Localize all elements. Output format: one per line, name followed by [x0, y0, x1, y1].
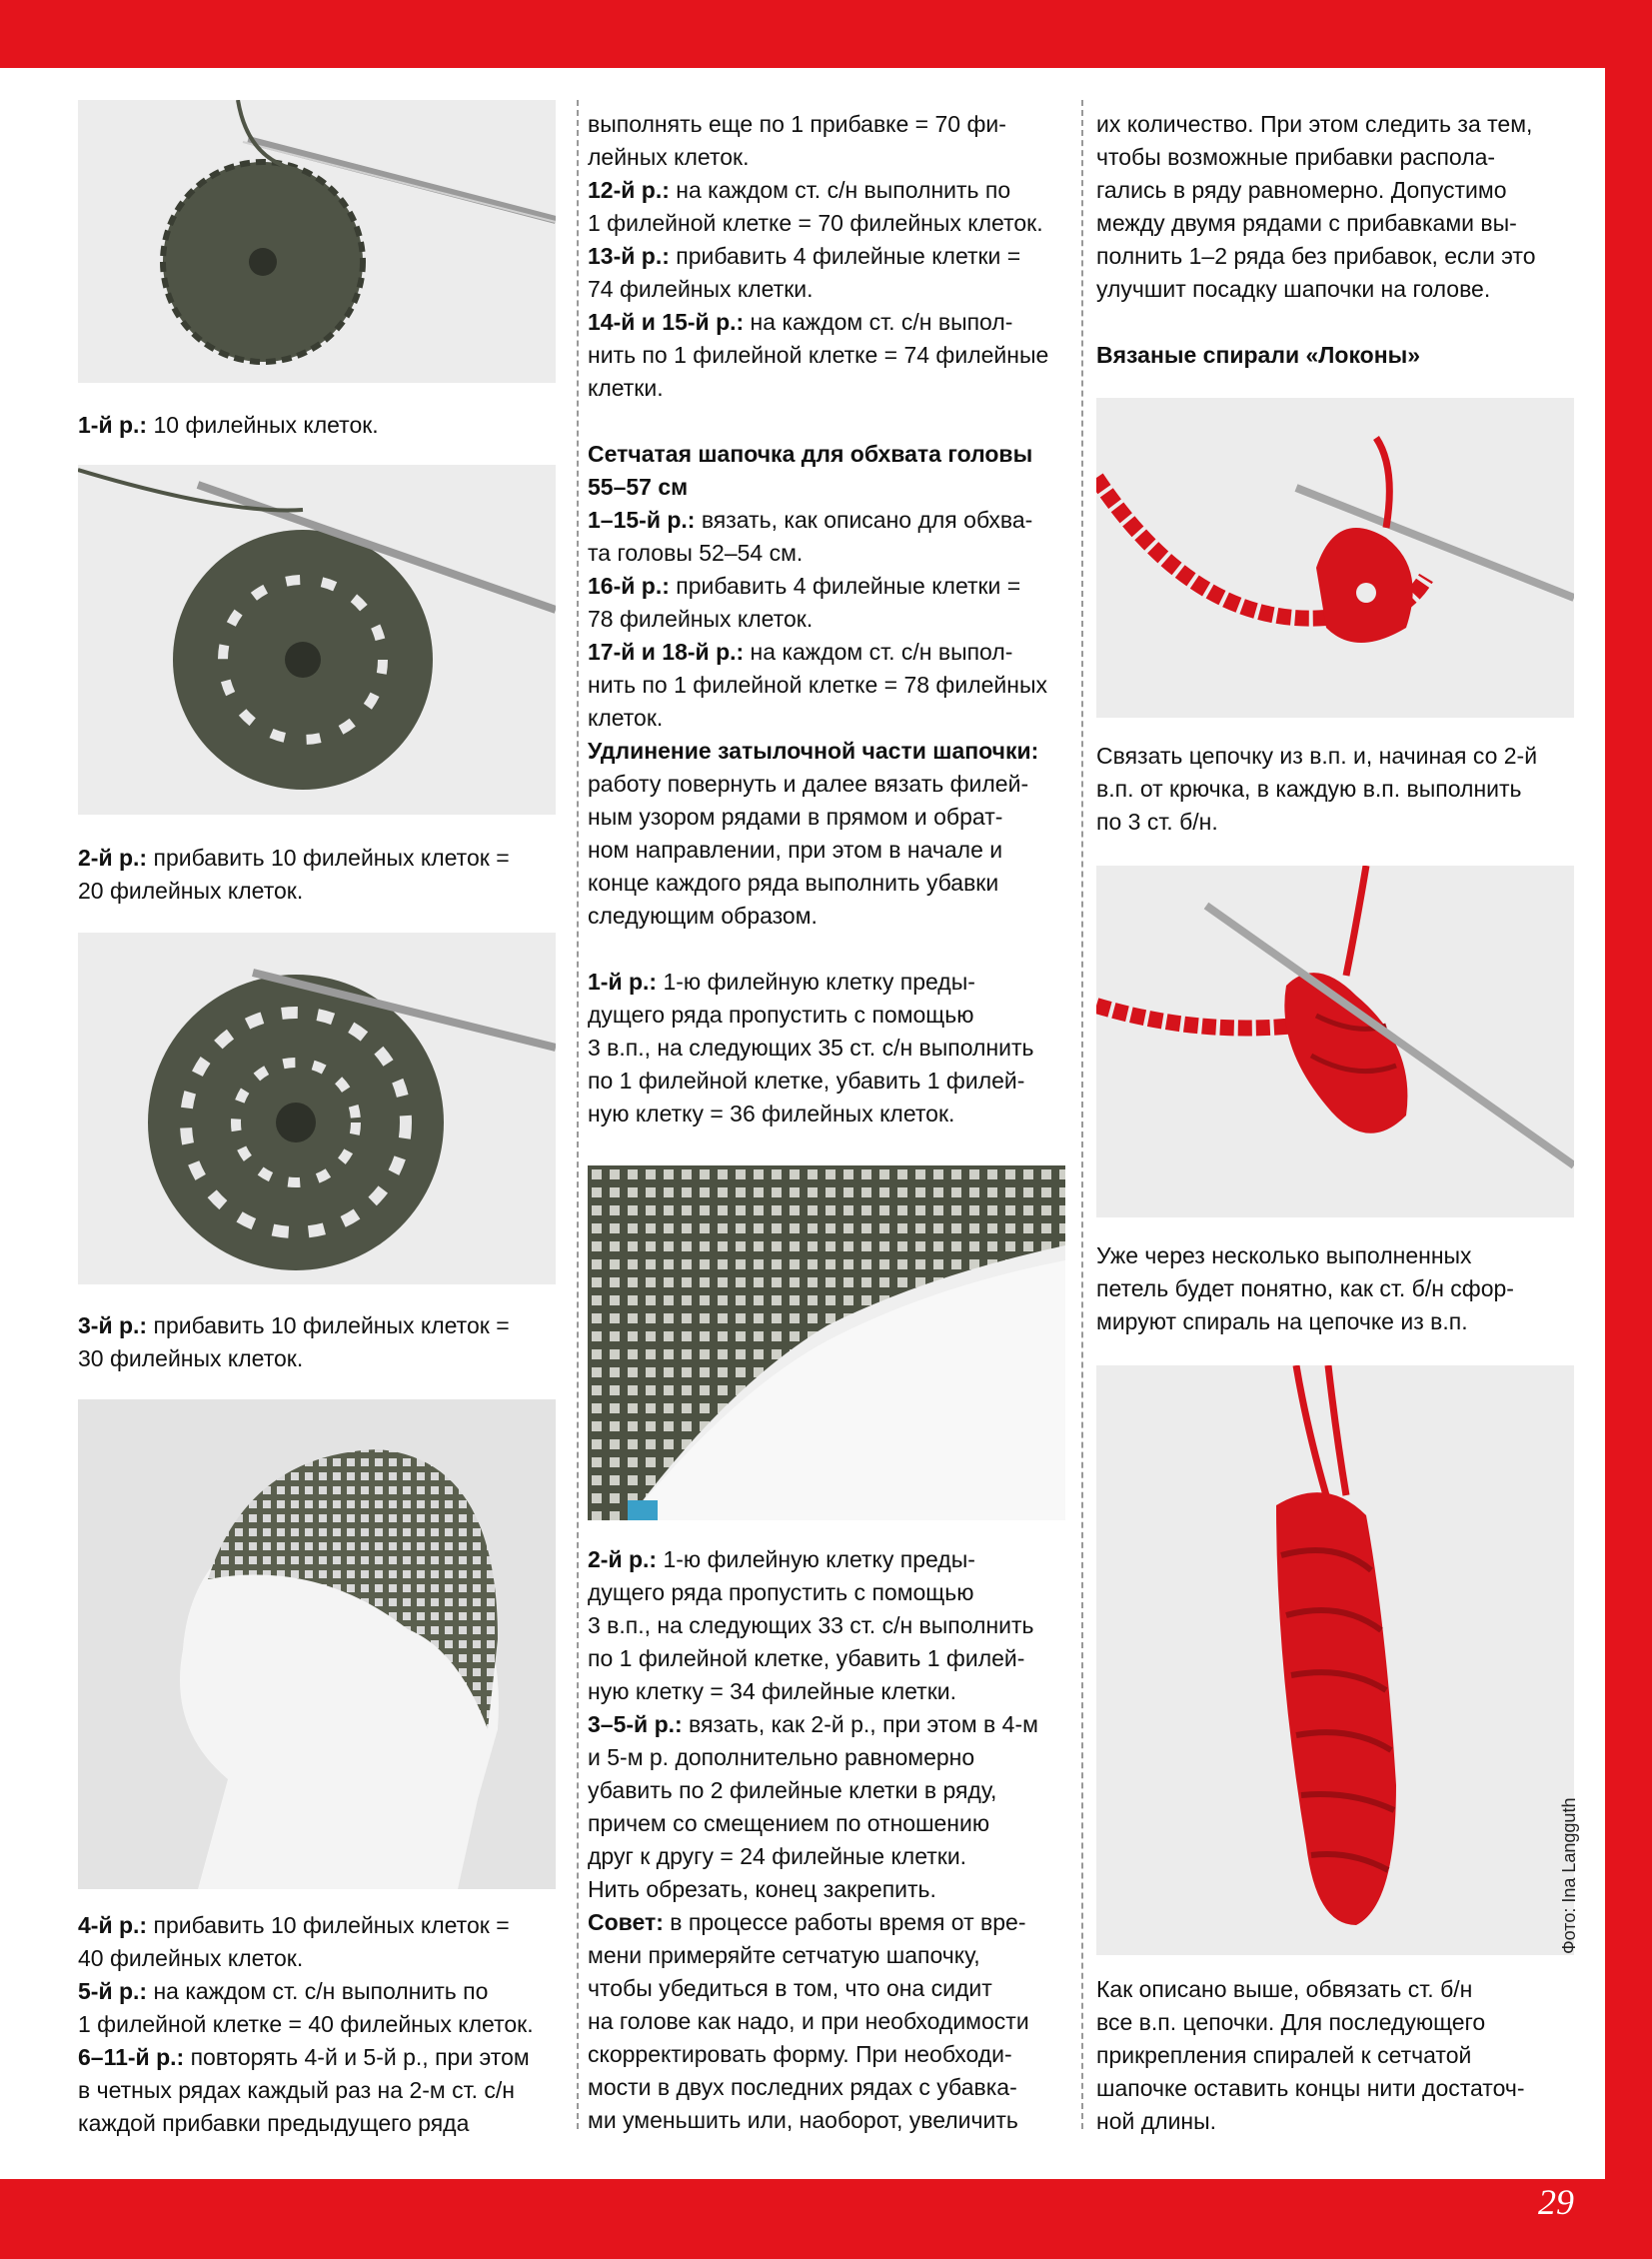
caption-rows-4-11: 4-й р.: прибавить 10 филейных клеток = 40 филейных клеток. 5-й р.: на каждом ст. с/н выполнить по 1 филейной клетке = 40 филейных клеток. 6–11-й р.: повторять 4-й и 5-й р., при этом в четных рядах каждый раз на 2-м ст. с/н каждой прибавки предыдущего ряда: [78, 1912, 534, 2136]
caption-row-1: 1-й р.: 10 филейных клеток.: [78, 412, 379, 438]
photo-round-2: [78, 465, 556, 815]
photo-hat-on-mannequin: [78, 1399, 556, 1889]
section-heading-55-57: Сетчатая шапочка для обхвата головы 55–57 см: [588, 441, 1033, 500]
photo-red-chain-start: [1096, 398, 1574, 718]
page-number: 29: [1538, 2182, 1574, 2222]
photo-red-finished-spiral: [1096, 1365, 1574, 1955]
section-heading-spirals: Вязаные спирали «Локоны»: [1096, 342, 1421, 368]
column-3-text-top: их количество. При этом следить за тем, чтобы возможные прибавки распола- гались в ряду равномерно. Допустимо между двумя рядами с прибавками вы- полнить 1–2 ряда без прибавок, если это улучшит посадку шапочки на голове. Вязаные спирали «Локоны»: [1096, 108, 1576, 372]
photo-credit: Фото: Ina Langguth: [1559, 1797, 1579, 1954]
column-2-text-top: выполнять еще по 1 прибавке = 70 фи- лейных клеток. 12-й р.: на каждом ст. с/н выполнить по 1 филейной клетке = 70 филейных клеток. 13-й р.: прибавить 4 филейные клетки = 74 филейных клетки. 14-й и 15-й р.: на каждом ст. с/н выпол- нить по 1 филейной клетке = 74 филейные клетки. Сетчатая шапочка для обхвата головы 55–57 см 1–15-й р.: вязать, как описано для обхва- та головы 52–54 см. 16-й р.: прибавить 4 филейные клетки = 78 филейных клеток. 17-й и 18-й р.: на каждом ст. с/н выпол- нить по 1 филейной клетке = 78 филейных клеток. Удлинение затылочной части шапочки: работу повернуть и далее вязать филей- ным узором рядами в прямом и обрат- ном направлении, при этом в начале и конце каждого ряда выполнить убавки следующим образом. 1-й р.: 1-ю филейную клетку преды- дущего ряда пропустить с помощью 3 в.п., на следующих 35 ст. с/н выполнить по 1 филейной клетке, убавить 1 филей- ную клетку = 36 филейных клеток.: [588, 108, 1069, 1130]
column-divider: [1081, 100, 1083, 2129]
caption-spiral-3: Как описано выше, обвязать ст. б/н все в.п. цепочки. Для последующего прикрепления спиралей к сетчатой шапочке оставить концы нити достаточ- ной длины.: [1096, 1976, 1525, 2134]
column-2-text-bottom: 2-й р.: 1-ю филейную клетку преды- дущего ряда пропустить с помощью 3 в.п., на следующих 33 ст. с/н выполнить по 1 филейной клетке, убавить 1 филей- ную клетку = 34 филейные клетки. 3–5-й р.: вязать, как 2-й р., при этом в 4-м и 5-м р. дополнительно равномерно убавить по 2 филейные клетки в ряду, причем со смещением по отношению друг к другу = 24 филейные клетки. Нить обрезать, конец закрепить. Совет: в процессе работы время от вре- мени примеряйте сетчатую шапочку, чтобы убедиться в том, что она сидит на голове как надо, и при необходимости скорректировать форму. При необходи- мости в двух последних рядах с убавка- ми уменьшить или, наоборот, увеличить: [588, 1546, 1038, 2133]
caption-row-3: 3-й р.: прибавить 10 филейных клеток = 30 филейных клеток.: [78, 1312, 510, 1371]
caption-row-2: 2-й р.: прибавить 10 филейных клеток = 20 филейных клеток.: [78, 845, 510, 904]
caption-spiral-2: Уже через несколько выполненных петель будет понятно, как ст. б/н сфор- мируют спираль на цепочке из в.п.: [1096, 1242, 1514, 1334]
caption-spiral-1: Связать цепочку из в.п. и, начиная со 2-й в.п. от крючка, в каждую в.п. выполнить по 3 ст. б/н.: [1096, 743, 1538, 835]
photo-hat-back-extension: [588, 1165, 1065, 1520]
column-divider: [577, 100, 579, 2129]
photo-red-spiral-forming: [1096, 866, 1574, 1217]
photo-round-3: [78, 933, 556, 1284]
photo-round-1: [78, 100, 556, 383]
footer-band: [0, 2179, 1652, 2259]
